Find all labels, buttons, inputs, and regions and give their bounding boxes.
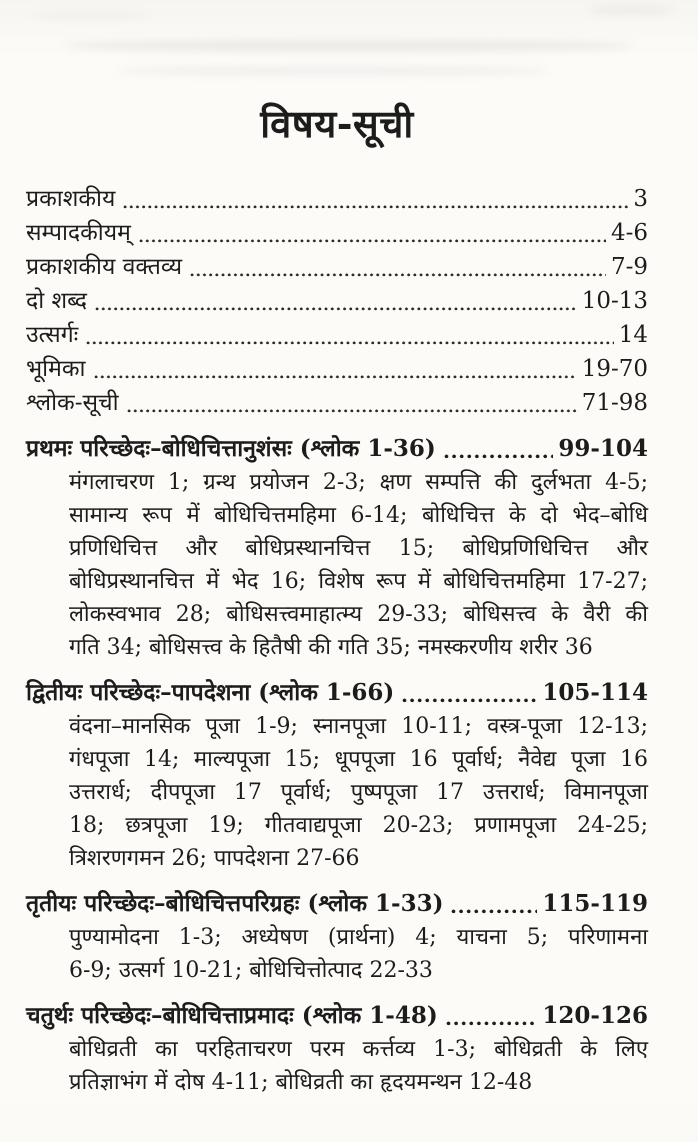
chapter-description bbox=[69, 921, 648, 987]
toc-entry-row bbox=[26, 352, 648, 386]
chapter-description-line: गंधपूजा 14; माल्यपूजा 15; धूपपूजा 16 पूर्वार्ध; नैवेद्य पूजा 16 bbox=[69, 747, 648, 772]
chapter-pages: 105-114 bbox=[542, 679, 648, 706]
chapter-description-line: बोधिप्रस्थानचित्त में भेद 16; विशेष रूप में बोधिचित्तमहिमा 17-27; bbox=[69, 569, 648, 594]
toc-entry-label: श्लोक-सूची bbox=[26, 390, 119, 416]
toc-entry-row bbox=[26, 250, 648, 284]
chapter-heading-row bbox=[26, 887, 648, 921]
toc-entry-row bbox=[26, 386, 648, 420]
chapter-pages: 115-119 bbox=[542, 890, 648, 917]
chapter-description-line: त्रिशरणगमन 26; पापदेशना 27-66 bbox=[69, 846, 360, 871]
chapter-heading-row bbox=[26, 999, 648, 1033]
chapter-description-line: उत्तरार्ध; दीपपूजा 17 पूर्वार्ध; पुष्पपूजा 17 उत्तरार्ध; विमानपूजा bbox=[69, 780, 648, 805]
toc-entry-pages: 14 bbox=[618, 322, 648, 348]
toc-entry-row bbox=[26, 216, 648, 250]
dot-leader bbox=[444, 432, 554, 466]
chapter-description bbox=[69, 1033, 648, 1099]
dot-leader bbox=[139, 216, 606, 250]
chapter-description bbox=[69, 710, 648, 875]
chapter-description-line: 6-9; उत्सर्ग 10-21; बोधिचित्तोत्पाद 22-33 bbox=[69, 958, 433, 983]
dot-leader bbox=[123, 182, 628, 216]
dot-leader bbox=[127, 386, 577, 420]
chapter-description-line: वंदना–मानसिक पूजा 1-9; स्नानपूजा 10-11; वस्त्र-पूजा 12-13; bbox=[69, 714, 648, 739]
chapter-description-line: प्रतिज्ञाभंग में दोष 4-11; बोधिव्रती का हृदयमन्थन 12-48 bbox=[69, 1070, 533, 1095]
chapter-list bbox=[26, 432, 648, 1099]
dot-leader bbox=[95, 284, 577, 318]
toc-entry-label: प्रकाशकीय bbox=[26, 186, 116, 212]
toc-entry-label: भूमिका bbox=[26, 356, 86, 382]
dot-leader bbox=[94, 352, 577, 386]
toc-entry-pages: 10-13 bbox=[581, 288, 648, 314]
toc-entry-label: दो शब्द bbox=[26, 288, 87, 314]
toc-entry-pages: 4-6 bbox=[610, 220, 648, 246]
dot-leader bbox=[451, 887, 537, 921]
toc-entry-row bbox=[26, 318, 648, 352]
chapter-pages: 120-126 bbox=[542, 1002, 648, 1029]
chapter-description bbox=[69, 466, 648, 664]
chapter-entry bbox=[26, 999, 648, 1099]
dot-leader bbox=[86, 318, 613, 352]
chapter-heading: चतुर्थः परिच्छेदः–बोधिचित्ताप्रमादः (श्लोक 1-48) bbox=[26, 1002, 438, 1029]
chapter-heading: प्रथमः परिच्छेदः–बोधिचित्तानुशंसः (श्लोक 1-36) bbox=[26, 435, 436, 462]
chapter-description-line: बोधिव्रती का परहिताचरण परम कर्त्तव्य 1-3; बोधिव्रती के लिए bbox=[69, 1037, 648, 1062]
dot-leader bbox=[190, 250, 606, 284]
chapter-description-line: लोकस्वभाव 28; बोधिसत्त्वमाहात्म्य 29-33; बोधिसत्त्व के वैरी की bbox=[69, 602, 648, 627]
chapter-description-line: पुण्यामोदना 1-3; अध्येषण (प्रार्थना) 4; याचना 5; परिणामना bbox=[69, 925, 648, 950]
toc-entry-label: उत्सर्गः bbox=[26, 322, 79, 348]
chapter-description-line: सामान्य रूप में बोधिचित्तमहिमा 6-14; बोधिचित्त के दो भेद–बोधि bbox=[69, 503, 648, 528]
chapter-entry bbox=[26, 432, 648, 664]
front-matter-list bbox=[26, 182, 648, 420]
toc-entry-row bbox=[26, 182, 648, 216]
dot-leader bbox=[446, 999, 538, 1033]
chapter-entry bbox=[26, 676, 648, 875]
chapter-heading: तृतीयः परिच्छेदः–बोधिचित्तपरिग्रहः (श्लोक 1-33) bbox=[26, 890, 444, 917]
chapter-heading-row bbox=[26, 676, 648, 710]
chapter-description-line: गति 34; बोधिसत्त्व के हितैषी की गति 35; नमस्करणीय शरीर 36 bbox=[69, 635, 593, 660]
chapter-entry bbox=[26, 887, 648, 987]
chapter-description-line: मंगलाचरण 1; ग्रन्थ प्रयोजन 2-3; क्षण सम्पत्ति की दुर्लभता 4-5; bbox=[69, 470, 648, 495]
toc-entry-pages: 19-70 bbox=[581, 356, 648, 382]
toc-entry-label: सम्पादकीयम् bbox=[26, 220, 131, 246]
page-title: विषय-सूची bbox=[260, 101, 414, 146]
toc-entry-pages: 3 bbox=[633, 186, 648, 212]
chapter-heading: द्वितीयः परिच्छेदः–पापदेशना (श्लोक 1-66) bbox=[26, 679, 395, 706]
chapter-pages: 99-104 bbox=[558, 435, 648, 462]
toc-entry-row bbox=[26, 284, 648, 318]
chapter-description-line: प्रणिधिचित्त और बोधिप्रस्थानचित्त 15; बोधिप्रणिधिचित्त और bbox=[69, 536, 648, 561]
toc-entry-pages: 71-98 bbox=[581, 390, 648, 416]
toc-entry-pages: 7-9 bbox=[610, 254, 648, 280]
dot-leader bbox=[402, 676, 537, 710]
chapter-description-line: 18; छत्रपूजा 19; गीतवाद्यपूजा 20-23; प्रणामपूजा 24-25; bbox=[69, 813, 648, 838]
chapter-heading-row bbox=[26, 432, 648, 466]
toc-entry-label: प्रकाशकीय वक्तव्य bbox=[26, 254, 183, 280]
